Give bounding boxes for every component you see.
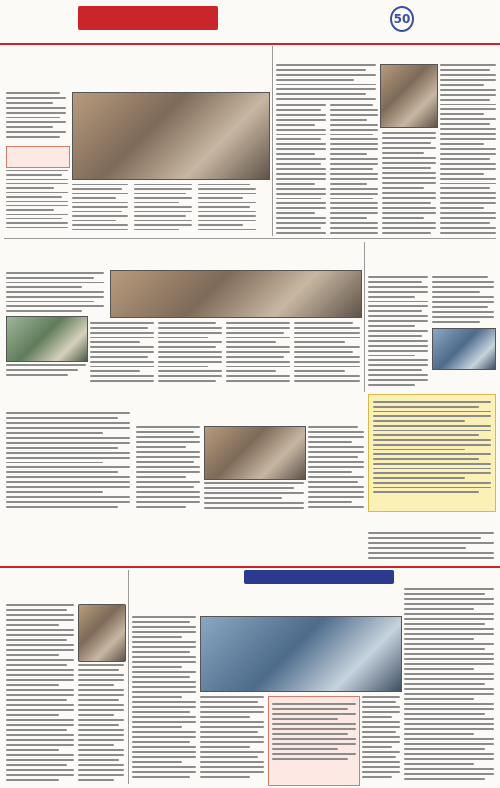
- column-divider-3: [128, 570, 129, 784]
- column-divider: [272, 46, 273, 236]
- story3-column4-text: [294, 322, 360, 382]
- story2-column4-text: [440, 64, 496, 234]
- bottom-section-rule: [0, 566, 500, 568]
- story10-column4-text: [404, 588, 494, 784]
- story3-intro-text: [6, 272, 104, 312]
- story1-column1-text: [6, 170, 68, 228]
- story3-photo: [110, 270, 362, 318]
- masthead: [0, 0, 500, 36]
- story3-column3-text: [226, 322, 290, 382]
- story2-column1-text: [276, 104, 326, 234]
- story2-portrait-photo: [380, 64, 438, 128]
- section-tab: [78, 6, 218, 30]
- story1-photo: [72, 92, 270, 180]
- story3-column2-text: [158, 322, 222, 382]
- story4-column1-text: [368, 276, 428, 386]
- story10-photo: [200, 616, 402, 692]
- story6-column2-text: [204, 482, 304, 510]
- story6-photo: [204, 426, 306, 480]
- story9-portrait-photo: [78, 604, 126, 662]
- story9-column2-text: [78, 664, 124, 784]
- story10-column2-text: [200, 696, 264, 784]
- story9-column1-text: [6, 604, 74, 784]
- story5-text: [6, 412, 130, 508]
- story1-column3-text: [134, 184, 192, 230]
- story7-box: [368, 394, 496, 512]
- story10-banner: [244, 570, 394, 584]
- story4-column2-text: [432, 276, 494, 324]
- story11-box-text: [269, 701, 359, 765]
- story8-text: [368, 532, 494, 560]
- story2-intro-text: [276, 64, 376, 100]
- column-divider-2: [364, 242, 365, 392]
- story4-photo: [432, 328, 496, 370]
- section-divider: [4, 238, 496, 239]
- story2-column2-text: [330, 104, 378, 234]
- story1-column4-text: [198, 184, 256, 230]
- story7-text: [369, 399, 495, 495]
- story3-column1-text: [90, 322, 154, 382]
- story10-column1-text: [132, 616, 196, 784]
- story11-box: [268, 696, 360, 786]
- anniversary-logo-icon: 50: [390, 6, 414, 32]
- story1-sidebar: [6, 146, 70, 168]
- story2-column3-text: [382, 132, 436, 234]
- story3-caption-text: [6, 364, 86, 382]
- story1-intro-text: [6, 92, 66, 138]
- story6-column1-text: [136, 426, 200, 510]
- story3-inset-photo: [6, 316, 88, 362]
- header-rule: [0, 43, 500, 45]
- story10-column3-text: [362, 696, 400, 784]
- story6-column3-text: [308, 426, 364, 510]
- story1-column2-text: [72, 184, 128, 230]
